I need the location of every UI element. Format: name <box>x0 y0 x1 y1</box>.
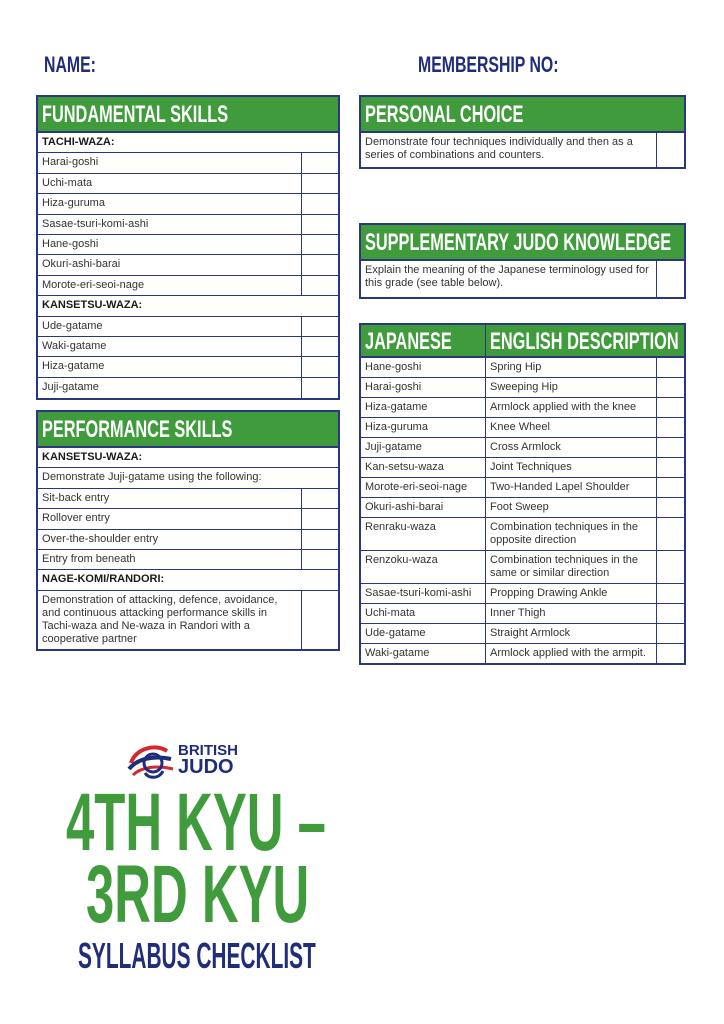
term-row <box>361 551 684 584</box>
skill-row <box>38 591 338 649</box>
section-subheading <box>38 133 338 153</box>
term-english: Spring Hip <box>486 358 657 377</box>
skill-name: Sit-back entry <box>38 489 302 508</box>
personal-choice-row <box>361 133 684 167</box>
term-row <box>361 498 684 518</box>
term-row <box>361 584 684 604</box>
section-subheading <box>38 296 338 316</box>
checkbox[interactable] <box>657 378 684 397</box>
checkbox[interactable] <box>302 378 338 398</box>
checkbox[interactable] <box>657 551 684 583</box>
grade-line-2: 3RD KYU <box>86 849 310 940</box>
skill-row <box>38 215 338 235</box>
subheading-text: TACHI-WAZA: <box>42 136 115 148</box>
skill-name: Demonstrate Juji-gatame using the following: <box>42 471 262 484</box>
checkbox[interactable] <box>657 418 684 437</box>
term-japanese: Uchi-mata <box>361 604 486 623</box>
checkbox[interactable] <box>657 133 684 167</box>
performance-skills-panel <box>36 410 340 651</box>
checkbox[interactable] <box>302 591 338 649</box>
checkbox[interactable] <box>302 255 338 274</box>
fundamental-skills-list <box>38 133 338 398</box>
term-english: Inner Thigh <box>486 604 657 623</box>
term-english: Combination techniques in the opposite direction <box>486 518 657 550</box>
supplementary-knowledge-panel <box>359 223 686 299</box>
term-english: Armlock applied with the knee <box>486 398 657 417</box>
term-english: Propping Drawing Ankle <box>486 584 657 603</box>
skill-row <box>38 153 338 173</box>
logo-line2: JUDO <box>178 756 234 778</box>
checkbox[interactable] <box>657 624 684 643</box>
skill-row <box>38 530 338 550</box>
checkbox[interactable] <box>302 357 338 376</box>
term-japanese: Hane-goshi <box>361 358 486 377</box>
fundamental-skills-title: FUNDAMENTAL SKILLS <box>38 97 338 133</box>
british-judo-wordmark <box>178 744 238 776</box>
skill-name: Entry from beneath <box>38 550 302 569</box>
checkbox[interactable] <box>657 438 684 457</box>
performance-skills-title: PERFORMANCE SKILLS <box>38 412 338 448</box>
term-english: Joint Techniques <box>486 458 657 477</box>
term-japanese: Renraku-waza <box>361 518 486 550</box>
checkbox[interactable] <box>302 174 338 193</box>
term-japanese: Hiza-guruma <box>361 418 486 437</box>
checkbox[interactable] <box>302 276 338 295</box>
fundamental-skills-panel <box>36 95 340 400</box>
checkbox[interactable] <box>657 604 684 623</box>
skill-name: Okuri-ashi-barai <box>38 255 302 274</box>
supplementary-knowledge-title: SUPPLEMENTARY JUDO KNOWLEDGE <box>361 225 684 261</box>
checkbox[interactable] <box>657 358 684 377</box>
checkbox[interactable] <box>302 509 338 528</box>
supplementary-text: Explain the meaning of the Japanese terminology used for this grade (see table below). <box>361 261 657 297</box>
checkbox[interactable] <box>302 337 338 356</box>
checkbox[interactable] <box>657 584 684 603</box>
col-japanese: JAPANESE <box>361 325 486 356</box>
skill-row <box>38 255 338 275</box>
personal-choice-text: Demonstrate four techniques individually and then as a series of combinations and counters. <box>361 133 657 167</box>
term-english: Sweeping Hip <box>486 378 657 397</box>
term-english: Two-Handed Lapel Shoulder <box>486 478 657 497</box>
terminology-table <box>359 323 686 665</box>
skill-name: Juji-gatame <box>38 378 302 398</box>
section-subheading <box>38 570 338 590</box>
skill-row <box>38 194 338 214</box>
term-japanese: Harai-goshi <box>361 378 486 397</box>
skill-row <box>38 235 338 255</box>
term-english: Knee Wheel <box>486 418 657 437</box>
term-row <box>361 358 684 378</box>
skill-row <box>38 378 338 398</box>
term-row <box>361 398 684 418</box>
section-subheading <box>38 448 338 468</box>
performance-skills-list <box>38 448 338 649</box>
skill-name: Uchi-mata <box>38 174 302 193</box>
terminology-rows <box>361 358 684 663</box>
skill-name: Over-the-shoulder entry <box>38 530 302 549</box>
terminology-header <box>361 325 684 358</box>
skill-name: Hiza-gatame <box>38 357 302 376</box>
subheading-text: KANSETSU-WAZA: <box>42 299 143 312</box>
term-row <box>361 458 684 478</box>
subheading-text: KANSETSU-WAZA: <box>42 451 143 463</box>
term-row <box>361 624 684 644</box>
checkbox[interactable] <box>657 478 684 497</box>
checkbox[interactable] <box>302 550 338 569</box>
skill-name: Hiza-guruma <box>38 194 302 213</box>
skill-row <box>38 468 338 488</box>
term-row <box>361 378 684 398</box>
checkbox[interactable] <box>657 261 684 297</box>
term-english: Straight Armlock <box>486 624 657 643</box>
checkbox[interactable] <box>302 153 338 172</box>
logo-line1: BRITISH <box>178 742 238 759</box>
skill-name: Hane-goshi <box>38 235 302 254</box>
term-english: Cross Armlock <box>486 438 657 457</box>
term-japanese: Ude-gatame <box>361 624 486 643</box>
skill-row <box>38 317 338 337</box>
supplementary-row <box>361 261 684 297</box>
membership-label: MEMBERSHIP NO: <box>418 52 559 77</box>
checkbox[interactable] <box>657 498 684 517</box>
term-japanese: Waki-gatame <box>361 644 486 663</box>
checkbox[interactable] <box>657 458 684 477</box>
term-row <box>361 418 684 438</box>
term-row <box>361 604 684 624</box>
name-label: NAME: <box>44 52 96 77</box>
skill-name: Rollover entry <box>38 509 302 528</box>
term-japanese: Renzoku-waza <box>361 551 486 583</box>
term-row <box>361 438 684 458</box>
term-row <box>361 644 684 663</box>
syllabus-checklist-title: SYLLABUS CHECKLIST <box>78 935 316 976</box>
checkbox[interactable] <box>302 530 338 549</box>
skill-name: Harai-goshi <box>38 153 302 172</box>
term-row <box>361 478 684 498</box>
term-japanese: Okuri-ashi-barai <box>361 498 486 517</box>
skill-name: Waki-gatame <box>38 337 302 356</box>
checkbox[interactable] <box>302 194 338 213</box>
term-japanese: Juji-gatame <box>361 438 486 457</box>
skill-row <box>38 357 338 377</box>
checkbox[interactable] <box>657 644 684 663</box>
personal-choice-title: PERSONAL CHOICE <box>361 97 684 133</box>
term-english: Armlock applied with the armpit. <box>486 644 657 663</box>
term-english: Foot Sweep <box>486 498 657 517</box>
personal-choice-panel <box>359 95 686 169</box>
grade-line-1: 4TH KYU – <box>66 777 326 868</box>
skill-row <box>38 174 338 194</box>
checkbox[interactable] <box>302 215 338 234</box>
skill-row <box>38 489 338 509</box>
checkbox[interactable] <box>302 489 338 508</box>
col-english: ENGLISH DESCRIPTION <box>490 328 679 355</box>
skill-row <box>38 337 338 357</box>
checkbox[interactable] <box>657 518 684 550</box>
skill-name: Ude-gatame <box>38 317 302 336</box>
british-judo-logo-icon <box>127 741 177 781</box>
skill-name: Demonstration of attacking, defence, avoidance, and continuous attacking performance skills in Tachi-waza and Ne-waza in Randori with a cooperative partner <box>38 591 302 649</box>
skill-row <box>38 509 338 529</box>
checkbox[interactable] <box>657 398 684 417</box>
term-japanese: Hiza-gatame <box>361 398 486 417</box>
term-japanese: Kan-setsu-waza <box>361 458 486 477</box>
checkbox[interactable] <box>302 317 338 336</box>
checkbox[interactable] <box>302 235 338 254</box>
skill-row <box>38 276 338 296</box>
term-english: Combination techniques in the same or similar direction <box>486 551 657 583</box>
skill-name: Morote-eri-seoi-nage <box>38 276 302 295</box>
term-row <box>361 518 684 551</box>
term-japanese: Sasae-tsuri-komi-ashi <box>361 584 486 603</box>
term-japanese: Morote-eri-seoi-nage <box>361 478 486 497</box>
skill-name: Sasae-tsuri-komi-ashi <box>38 215 302 234</box>
skill-row <box>38 550 338 570</box>
subheading-text: NAGE-KOMI/RANDORI: <box>42 573 165 586</box>
